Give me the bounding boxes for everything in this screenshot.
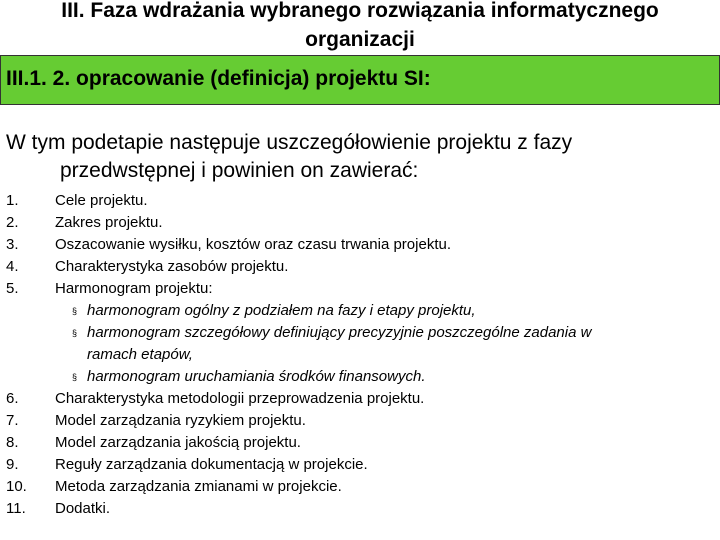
- list-item-number: 9.: [6, 456, 19, 473]
- list-item-number: 6.: [6, 390, 19, 407]
- list-item-number: 5.: [6, 280, 19, 297]
- list-item-text: Model zarządzania jakością projektu.: [55, 434, 301, 451]
- list-item-number: 10.: [6, 478, 27, 495]
- subtitle-band: [0, 55, 720, 105]
- list-item-number: 4.: [6, 258, 19, 275]
- list-item-number: 11.: [6, 500, 26, 517]
- sub-list-item-text: harmonogram ogólny z podziałem na fazy i etapy projektu,: [87, 302, 476, 319]
- list-item-text: Zakres projektu.: [55, 214, 163, 231]
- list-item: [0, 410, 720, 432]
- list-item: [0, 256, 720, 278]
- list-item-text: Charakterystyka zasobów projektu.: [55, 258, 289, 275]
- list-item: [0, 190, 720, 212]
- list-item: [0, 212, 720, 234]
- square-bullet-icon: §: [72, 372, 78, 382]
- list-item: [0, 388, 720, 410]
- list-item-number: 1.: [6, 192, 19, 209]
- sub-list-item: [0, 322, 720, 344]
- slide-title-line-2: organizacji: [305, 28, 415, 51]
- list-item: [0, 498, 720, 520]
- sub-list-item: [0, 300, 720, 322]
- list-item-text: Oszacowanie wysiłku, kosztów oraz czasu trwania projektu.: [55, 236, 451, 253]
- slide-title: [0, 0, 720, 54]
- list-item-text: Cele projektu.: [55, 192, 148, 209]
- square-bullet-icon: §: [72, 306, 78, 316]
- sub-list-item-text: harmonogram uruchamiania środków finansowych.: [87, 368, 426, 385]
- list-item-text: Metoda zarządzania zmianami w projekcie.: [55, 478, 342, 495]
- subtitle-text: III.1. 2. opracowanie (definicja) projektu SI:: [6, 67, 431, 90]
- list-item-text: Harmonogram projektu:: [55, 280, 213, 297]
- intro-line-1: W tym podetapie następuje uszczegółowienie projektu z fazy: [6, 131, 573, 154]
- sub-list-item-text: harmonogram szczegółowy definiujący precyzyjnie poszczególne zadania w: [87, 324, 592, 341]
- list-item: [0, 234, 720, 256]
- list-item-number: 7.: [6, 412, 19, 429]
- list-item-number: 3.: [6, 236, 19, 253]
- list-item: [0, 278, 720, 300]
- sub-list-item: [0, 366, 720, 388]
- list-item-text: Charakterystyka metodologii przeprowadzenia projektu.: [55, 390, 425, 407]
- sub-list-item-continuation: [0, 344, 720, 366]
- square-bullet-icon: §: [72, 328, 78, 338]
- list-item-text: Reguły zarządzania dokumentacją w projekcie.: [55, 456, 368, 473]
- list-item: [0, 476, 720, 498]
- list-item-text: Model zarządzania ryzykiem projektu.: [55, 412, 306, 429]
- sub-list-item-text: ramach etapów,: [87, 346, 193, 363]
- slide-title-line-1: III. Faza wdrażania wybranego rozwiązania informatycznego: [61, 0, 659, 22]
- intro-line-2: przedwstępnej i powinien on zawierać:: [60, 159, 419, 182]
- list-item: [0, 432, 720, 454]
- list-item: [0, 454, 720, 476]
- list-item-number: 8.: [6, 434, 19, 451]
- list-item-number: 2.: [6, 214, 19, 231]
- list-item-text: Dodatki.: [55, 500, 111, 517]
